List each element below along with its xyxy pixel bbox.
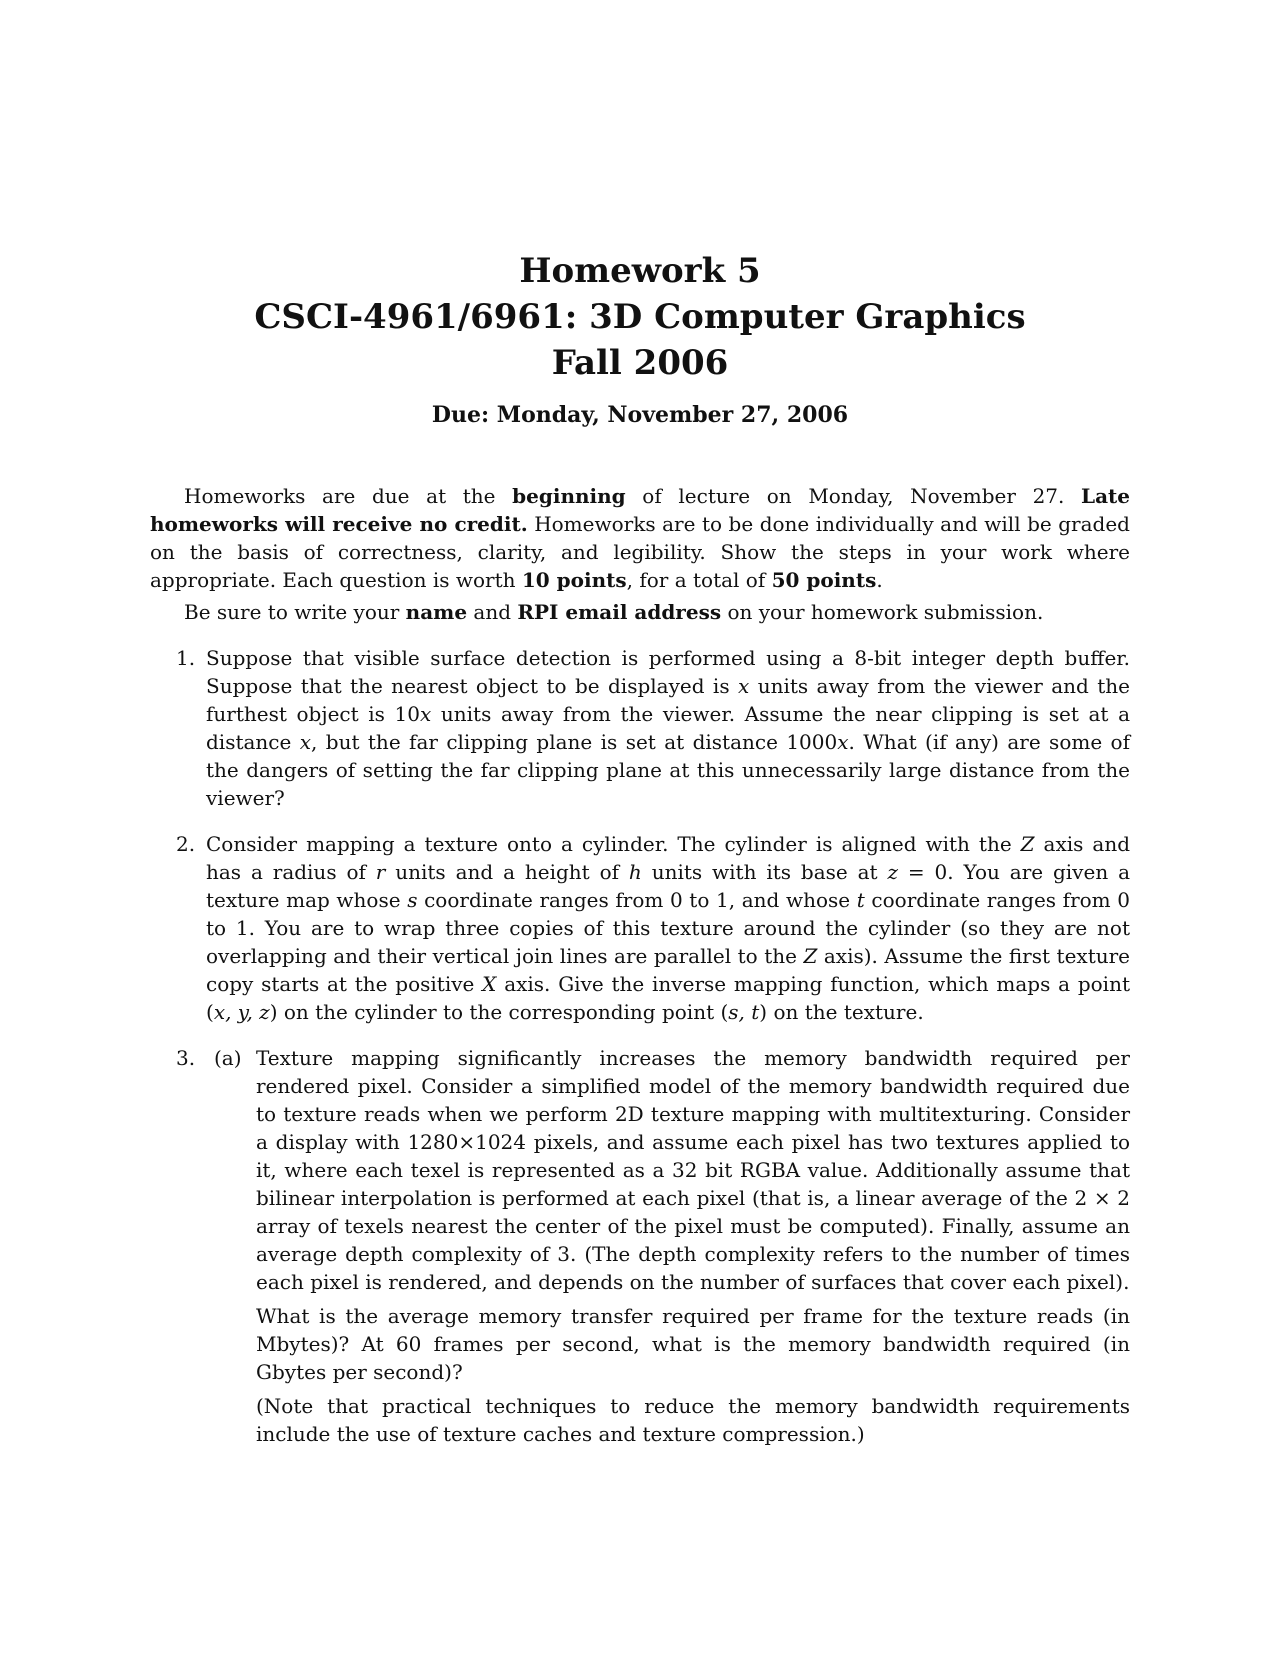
question-3a: [206, 1044, 1130, 1448]
due-date: Due: Monday, November 27, 2006: [431, 402, 849, 428]
question-3: [150, 1044, 1130, 1448]
intro-paragraph: Homeworks are due at the beginning of lecture on Monday, November 27. Late homeworks will receive no credit. Homeworks are to be done individually and will be graded on the basis of correctness, clarity, and legibility. Show the steps in your work where appropriate. Each question is worth 10 points, for a total of 50 points.: [150, 484, 1131, 592]
submission-note: Be sure to write your name and RPI email address on your homework submission.: [184, 600, 1044, 624]
question-number: 3.: [176, 1046, 196, 1070]
question-3a-ask: What is the average memory transfer required per frame for the texture reads (in Mbytes)? At 60 frames per second, what is the memory bandwidth required (in Gbytes per second)?: [256, 1304, 1130, 1384]
question-2: 2. Consider mapping a texture onto a cylinder. The cylinder is aligned with the Z axis and has a radius of r units and a height of h units with its base at z = 0. You are given a texture map whose s coordinate ranges from 0 to 1, and whose t coordinate ranges from 0 to 1. You are to wrap three copies of this texture around the cylinder (so they are not overlapping and their vertical join lines are parallel to the Z axis). Assume the first texture copy starts at the positive X axis. Give the inverse mapping function, which maps a point (x, y, z) on the cylinder to the corresponding point (s, t) on the texture.: [176, 832, 1131, 1024]
question-number: 2.: [176, 832, 196, 856]
question-number: 1.: [176, 646, 196, 670]
subquestion-label: (a): [214, 1046, 242, 1070]
question-1: 1. Suppose that visible surface detection is performed using a 8-bit integer depth buffer. Suppose that the nearest object to be displayed is x units away from the viewer and the furthest object is 10x units away from the viewer. Assume the near clipping is set at a distance x, but the far clipping plane is set at distance 1000x. What (if any) are some of the dangers of setting the far clipping plane at this unnecessarily large distance from the viewer?: [176, 646, 1131, 810]
term-title: Fall 2006: [551, 343, 729, 383]
question-3a-body: Texture mapping significantly increases the memory bandwidth required per rendered pixel. Consider a simplified model of the memory bandwidth required due to texture reads when we perform 2D texture mapping with multitexturing. Consider a display with 1280×1024 pixels, and assume each pixel has two textures applied to it, where each texel is represented as a 32 bit RGBA value. Additionally assume that bilinear interpolation is performed at each pixel (that is, a linear average of the 2 × 2 array of texels nearest the center of the pixel must be computed). Finally, assume an average depth complexity of 3. (The depth complexity refers to the number of times each pixel is rendered, and depends on the number of surfaces that cover each pixel).: [256, 1046, 1130, 1294]
course-title: CSCI-4961/6961: 3D Computer Graphics: [254, 297, 1026, 337]
question-list: [150, 644, 1130, 1448]
document-body: [150, 482, 1130, 1466]
title-block: [0, 248, 1280, 428]
homework-title: Homework 5: [519, 251, 761, 291]
question-3a-note: (Note that practical techniques to reduce the memory bandwidth requirements include the use of texture caches and texture compression.): [256, 1394, 1130, 1446]
